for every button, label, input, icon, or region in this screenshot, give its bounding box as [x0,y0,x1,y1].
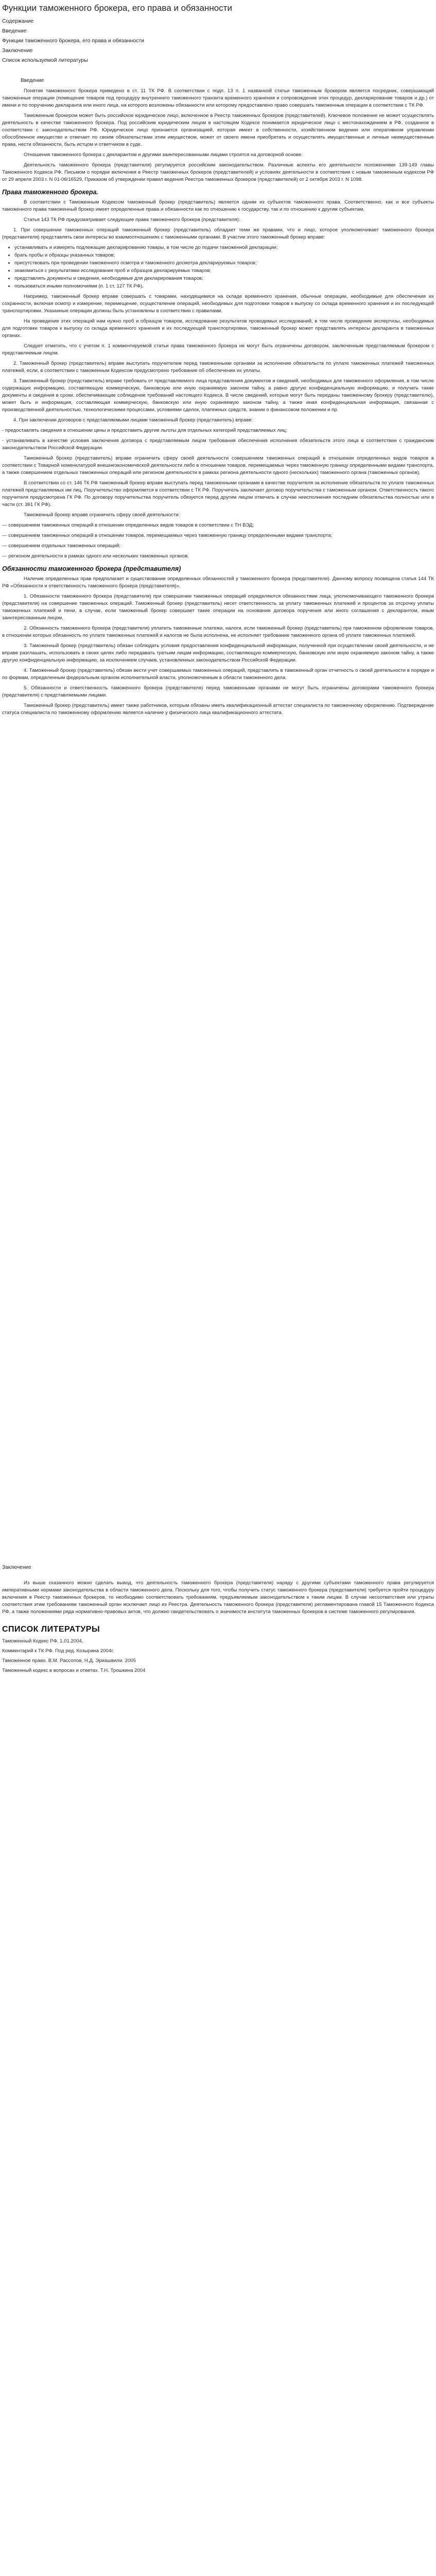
obligations-paragraph: 5. Обязанности и ответственность таможенного брокера (представителя) перед таможенными органами не могут быть ограничены договорами таможенного брокера (представителя) с представляемыми лицами. [2,685,434,698]
section-paragraph: Таможенный брокер (представитель) вправе ограничить сферу своей деятельности совершением таможенных операций в отношении определенных видов товаров в соответствии с Товарной номенклатурой внешнеэкономической деятельности либо в отношении товаров, перемещаемых через таможенную границу определенными видами транспорта, а также совершением отдельных таможенных операций или регионом деятельности в рамках региона деятельности одного (нескольких) таможенного органа (таможенных органов). [2,455,434,476]
section-paragraph: — совершением таможенных операций в отношении определенных видов товаров в соответствии с ТН ВЭД; [2,522,254,528]
literature-list [2,1636,434,1675]
list-item: • пользоваться иными полномочиями (п. 1 ст. 127 ТК РФ). [14,283,434,290]
conclusion-paragraph: Из выше сказанного можно сделать вывод, что деятельность таможенного брокера (представителя) наряду с другими субъектами таможенного права регулируется императивными нормами законодательства в области таможенного дела. Поскольку для того, чтобы получить статус таможенного брокера (представителя) требуется пройти процедуру включения в Реестр таможенных брокеров, то необходимо соответствовать требованиям, предъявляемым законодательством к таким лицам. В случае несоответствия или утраты соответствия этим требованиям таможенный орган исключает лицо из Реестра. Деятельность таможенного брокера (представителя) регламентирована главой 15 Таможенного Кодекса РФ, а также положениями ряда нормативно-правовых актов, что должно свидетельствовать о значимости института таможенных брокеров в системе таможенного регулирования. [2,1580,434,1615]
section-paragraph: Таможенный брокер вправе ограничить сферу своей деятельности: [24,512,180,518]
obligations-paragraph: Таможенный брокер (представитель) имеет также работников, которым обязаны иметь квалификационный аттестат специалиста по таможенному оформлению. Подтверждение статуса специалиста по таможенному оформлению является наличие у физического лица квалификационного аттестата. [2,703,434,716]
table-of-contents [2,16,434,65]
section-paragraph: В соответствии с Таможенным Кодексом таможенный брокер (представитель) является одним из субъектов таможенного права. Соответственно, как и все субъекты таможенного права таможенный брокер имеет определенные права и обязанности как по отношению к государству, так и по отношению к другим субъектам. [2,199,434,212]
section-paragraph: Например, таможенный брокер вправе совершать с товарами, находящимися на складе временного хранения, обычные операции, необходимые для обеспечения их сохранности, включая осмотр и измерение, перемещение, осуществление операций, необходимых для подготовки товаров к выпуску со склада временного хранения и их последующей транспортировки. Указанные операции должны быть установлены в соответствии с правилами. [2,294,434,314]
section-paragraph: На проведение этих операций нам нужно проб и образцов товаров, исследование результатов проводимых исследований, в том числе проведение экспертизы, необходимых для подготовки товаров к выпуску со склада временного хранения и их последующей транспортировки, таможенный брокер может представлять интересы декларанта в таможенных органах. [2,318,434,338]
list-item: • брать пробы и образцы указанных товаров; [14,252,434,259]
section-paragraph: Статья 143 ТК РФ предусматривает следующие права таможенного брокера (представителя): [24,217,240,223]
toc-item[interactable]: Функции таможенного брокера, его права и обязанности [2,38,145,44]
toc-item[interactable]: Содержание [2,18,34,24]
intro-paragraph: Деятельность таможенного брокера (представителя) регулируется российским законодательством. Различные аспекты его деятельности положениями 139-149 главы Таможенного Кодекса РФ, Письмом о порядке включения в Реестр таможенных брокеров (представителей) и условиях деятельности в соответствии с новым таможенным кодексом РФ от 29 апреля 2003 г. N 01-06/16529, Приказом об утверждении правил ведения Реестра таможенных брокеров (представителей) от 2 октября 2003 г. N 1098. [2,162,434,182]
obligations-paragraph: 1. Обязанности таможенного брокера (представителя) при совершении таможенных операций определяются обязанностями лица, уполномочивающего таможенного брокера (представителя) на совершение таможенных операций. Таможенный брокер (представитель) несет ответственность за уплату таможенных платежей и процентов за отсрочку уплаты таможенных платежей и пени, в случае, если таможенный брокер совершает такие операции на основании договора поручения или иного соглашения с декларантом, иным заинтересованным лицом. [2,594,434,621]
intro-heading: Введение [21,78,44,83]
literature-item: Таможенный кодекс в вопросах и ответах. Т.Н. Трошкина 2004 [2,1668,146,1673]
list-item: • устанавливать и измерять подлежащие декларированию товары, в том числе до подачи таможенной декларации; [14,244,434,251]
section-paragraph: - предоставлять сведения в отношении цены и предоставить другие льготы для отдельных категорий представляемых лиц; [2,428,287,433]
obligations-paragraph: 2. Обязанность таможенного брокера (представителя) уплатить таможенные платежи, налоги, если таможенный брокер (представитель) при таможенном оформлении товаров, в отношении которых обязанность по уплате таможенных платежей и налогов не была исполнена, не исполняет требование таможенного органа об уплате таможенных платежей. [2,625,434,638]
toc-item[interactable]: Список используемой литературы [2,57,88,63]
section-paragraph: Следует отметить, что с учетом п. 1 комментируемой статьи права таможенного брокера не могут быть ограничены договором, заключенным представляемым брокером с представляемым лицом. [2,343,434,356]
conclusion-heading: Заключение [2,1565,31,1570]
obligations-heading: Обязанности таможенного брокера (представителя) [2,565,181,572]
literature-item: Комментарий к ТК РФ. Под ред. Козырина 2004г. [2,1648,114,1654]
list-item: • присутствовать при проведении таможенного осмотра и таможенного досмотра декларируемых товаров; [14,260,434,267]
intro-paragraph: Отношения таможенного брокера с декларантом и другими заинтересованными лицами строятся на договорной основе. [24,152,303,158]
section-paragraph: 4. При заключении договоров с представляемыми лицами таможенный брокер (представитель) вправе: [13,417,253,423]
obligations-paragraph: 3. Таможенный брокер (представитель) обязан соблюдать условия предоставления конфиденциальной информации, полученной при осуществлении своей деятельности, и не вправе разглашать, использовать в своих целях либо передавать третьим лицам информацию, составляющую коммерческую, банковскую или иную охраняемую законом тайну, а также другую конфиденциальную информацию, за исключением случаев, установленных законодательством Российской Федерации. [2,643,434,663]
rights-list [2,244,434,290]
toc-item[interactable]: Заключение [2,47,33,54]
list-item: • представлять документы и сведения, необходимые для декларирования товаров; [14,275,434,282]
section-paragraph: В соответствии со ст. 146 ТК РФ таможенный брокер вправе выступать перед таможенными органами в качестве поручителя за исполнение обязательств по уплате таможенных платежей представляемых им лиц. Поручительство оформляется в соответствии с ТК РФ. Поручитель заключает договор поручительства с таможенным органом. Ответственность такого поручителя предусмотрена ГК РФ. По договору поручительства поручитель обязуется перед другим лицом отвечать в случае неисполнения последним обязательства полностью или в части (ст. 361 ГК РФ). [2,480,434,507]
literature-heading: СПИСОК ЛИТЕРАТУРЫ [2,1625,100,1634]
literature-item: Таможенное право. В.М. Рассолов, Н.Д. Эриашвили. 2005 [2,1658,136,1664]
section-heading: Права таможенного брокера. [2,189,98,196]
section-paragraph: 1. При совершении таможенных операций таможенный брокер (представитель) обладает теми же правами, что и лицо, которое уполномочивает таможенного брокера (представителя) представлять свои интересы во взаимоотношениях с таможенными органами. В участии этого таможенный брокер вправе: [2,227,434,240]
toc-item[interactable]: Введение [2,28,27,34]
section-paragraph: - устанавливать в качестве условия заключения договора с представляемым лицом требования обеспечения исполнения обязательств этого лица в соответствии с гражданским законодательством Российской Федерации. [2,438,434,451]
intro-paragraph: Понятие таможенного брокера приведено в ст. 11 ТК РФ. В соответствии с подп. 13 п. 1 названной статьи таможенным брокером является посредник, совершающий таможенные операции (помещение товаров под процедуру внутреннего таможенного транзита временного хранения и сопровождение этих процедур, декларирование товаров и др.) от имени и по поручению декларанта или иного лица, на которого возложены обязанности или которому предоставлено право совершать таможенные операции в соответствии с ТК РФ. [2,88,434,108]
section-paragraph: — регионом деятельности в рамках одного или нескольких таможенных органов. [2,553,189,559]
intro-paragraph: Таможенным брокером может быть российское юридическое лицо, включенное в Реестр таможенных брокеров (представителей). Ключевое положение не может осуществлять деятельность в качестве таможенного брокера. Под российским юридическим лицом в настоящем Кодексе понимается юридическое лицо с местонахождением в РФ, созданное в соответствии с законодательством РФ. Юридическое лицо признается организацией, которая имеет в собственности, хозяйственном ведении или оперативном управлении обособленное имущество и отвечает по своим обязательствам этим имуществом, может от своего имени приобретать и осуществлять имущественные и личные неимущественные права, нести обязанности, быть истцом и ответчиком в суде. [2,113,434,147]
section-paragraph: — совершением отдельных таможенных операций; [2,543,121,549]
document-title: Функции таможенного брокера, его права и обязанности [2,3,232,13]
literature-item: Таможенный Кодекс РФ. 1.01.2004. [2,1638,83,1644]
section-paragraph: 3. Таможенный брокер (представитель) вправе требовать от представляемого лица представления документов и сведений, необходимых для таможенного оформления, в том числе содержащих информацию, составляющую коммерческую, банковскую или иную охраняемую законом тайну, а равно другую конфиденциальную информацию, и получать такие документы и сведения в сроки, обеспечивающие соблюдение требований настоящего Кодекса. В числе сведений, которые могут быть переданы таможенному брокеру (представителю), может быть и информация, составляющая коммерческую, банковскую или иную охраняемую законом тайну, а также иная конфиденциальная информация, связанная с производственной деятельностью, технологическими процессами, условиями сделок, платежных средств, знании о финансовом положении и пр. [2,378,434,413]
obligations-paragraph: 4. Таможенный брокер (представитель) обязан вести учет совершаемых таможенных операций, представлять в таможенный орган отчетность о своей деятельности в порядке и по формам, определенным федеральным органом исполнительной власти, уполномоченным в области таможенного дела. [2,668,434,681]
blank-space [2,720,434,1565]
list-item: • знакомиться с результатами исследования проб и образцов декларируемых товаров; [14,267,434,275]
obligations-paragraph: Наличие определенных прав предполагает и существование определенных обязанностей у таможенного брокера (представителя). Данному вопросу посвящена статья 144 ТК РФ «Обязанности и ответственность таможенного брокера (представителя)». [2,576,434,589]
section-paragraph: — совершением таможенных операций в отношении товаров, перемещаемых через таможенную границу определенными видами транспорта; [2,533,333,538]
section-paragraph: 2. Таможенный брокер (представитель) вправе выступать поручителем перед таможенными органами за исполнение обязательств по уплате таможенных платежей таможенных платежей, если, в соответствии с таможенным Кодексом предусмотрено требование об обеспечении их уплаты. [2,361,434,374]
